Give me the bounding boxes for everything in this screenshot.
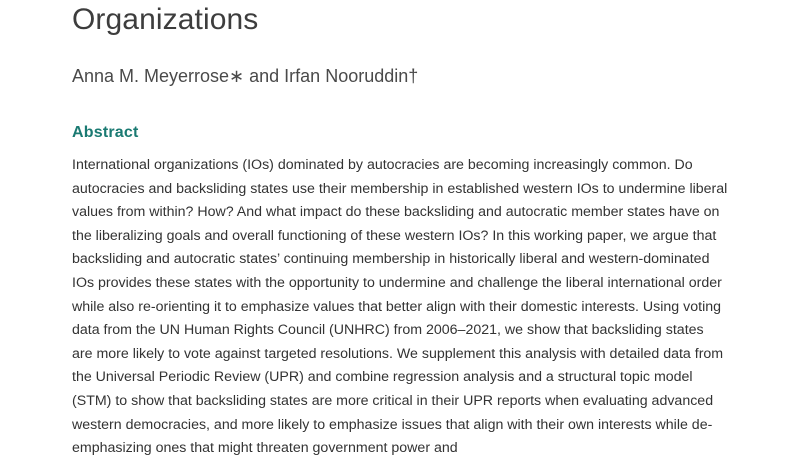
page-title xyxy=(72,0,728,40)
abstract-body: International organizations (IOs) dominated by autocracies are becoming increasingly common. Do autocracies and backsliding states use their membership in established western IOs to undermine liberal values from within? How? And what impact do these backsliding and autocratic member states have on the liberalizing goals and overall functioning of these western IOs? In this working paper, we argue that backsliding and autocratic states’ continuing membership in historically liberal and western-dominated IOs provides these states with the opportunity to undermine and challenge the liberal international order while also re-orienting it to emphasize values that better align with their domestic interests. Using voting data from the UN Human Rights Council (UNHRC) from 2006–2021, we show that backsliding states are more likely to vote against targeted resolutions. We supplement this analysis with detailed data from the Universal Periodic Review (UPR) and combine regression analysis and a structural topic model (STM) to show that backsliding states are more critical in their UPR reports when evaluating advanced western democracies, and more likely to emphasize issues that align with their own interests while de-emphasizing ones that might threaten government power and xyxy=(72,157,728,457)
page-title-line-2: Organizations xyxy=(72,3,259,36)
author-list: Anna M. Meyerrose∗ and Irfan Nooruddin† xyxy=(72,66,419,86)
page-left-margin xyxy=(0,0,2,458)
abstract-heading: Abstract xyxy=(72,124,139,141)
